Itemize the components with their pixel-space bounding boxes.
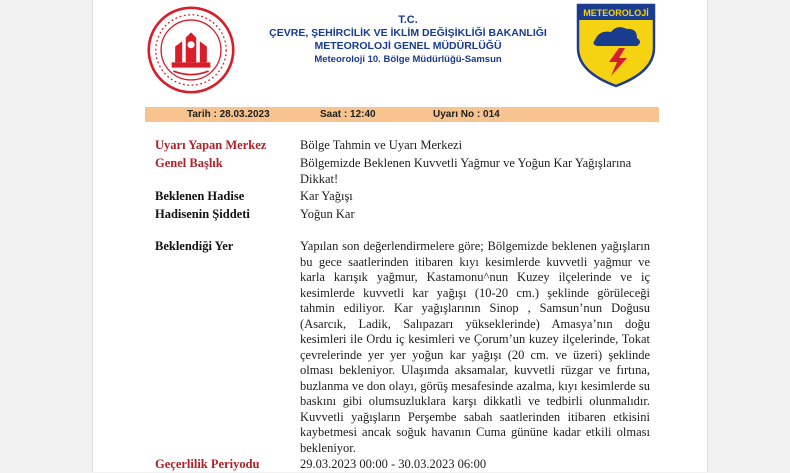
validity-value: 29.03.2023 00:00 - 30.03.2023 06:00 xyxy=(300,457,487,471)
location-description: Yapılan son değerlendirmelere göre; Bölgemizde beklenen yağışların bu gece saatlerinden itibaren kıyı kesimlerde kuvvetli yağmur ve karla karışık yağmur, Kastamonu^nun Kuzey ilçelerinde ve iç kesimlerde kuvvetli kar yağışı (10-20 cm.) şeklinde görüleceği tahmin ediliyor. Kar yağışlarının Sinop , Samsun’nun Doğusu (Asarcık, Ladik, Salıpazarı yükseklerinde) Amasya’nın doğu kesimleri ile Ordu iç kesimleri ve Çorum’un kuzey ilçelerinde, Tokat çevrelerinde yer yer yoğun kar yağışı (20 cm. ve üzeri) şeklinde olması bekleniyor. Ulaşımda aksamalar, kuvvetli rüzgar ve fırtına, buzlanma ve don olayı, görüş mesafesinde azalma, kıyı kesimlerde su baskını gibi olumsuzluklara karşı dikkatli ve tedbirli olunmalıdır. Kuvvetli yağışların Perşembe sabah saatlerinden itibaren etkisini kaybetmesi ancak soğuk havanın Cuma gününe kadar etkili olması bekleniyor. xyxy=(300,239,650,455)
warning-document xyxy=(92,0,708,472)
warning-number: Uyarı No : 014 xyxy=(433,109,500,120)
header-line-region: Meteoroloji 10. Bölge Müdürlüğü-Samsun xyxy=(314,54,502,65)
location-label: Beklendiği Yer xyxy=(155,239,234,253)
header-line-ministry: ÇEVRE, ŞEHİRCİLİK VE İKLİM DEĞİŞİKLİĞİ BAKANLIĞI xyxy=(269,27,547,39)
expected-event-value: Kar Yağışı xyxy=(300,189,353,203)
ministry-seal-icon xyxy=(147,6,235,94)
center-label: Uyarı Yapan Merkez xyxy=(155,138,267,152)
header-line-tc: T.C. xyxy=(398,14,418,26)
issue-time: Saat : 12:40 xyxy=(320,109,376,120)
center-value: Bölge Tahmin ve Uyarı Merkezi xyxy=(300,138,463,152)
general-title-label: Genel Başlık xyxy=(155,156,223,170)
expected-event-label: Beklenen Hadise xyxy=(155,189,245,203)
validity-label: Geçerlilik Periyodu xyxy=(155,457,260,471)
document-header xyxy=(93,0,707,100)
header-line-directorate: METEOROLOJİ GENEL MÜDÜRLÜĞÜ xyxy=(314,40,502,52)
header-titles xyxy=(243,14,573,66)
severity-label: Hadisenin Şiddeti xyxy=(155,207,250,221)
meteoroloji-logo-icon xyxy=(575,2,657,88)
severity-value: Yoğun Kar xyxy=(300,207,355,221)
issue-date: Tarih : 28.03.2023 xyxy=(187,109,270,120)
logo-text: METEOROLOJİ xyxy=(583,8,649,18)
info-bar xyxy=(145,107,659,122)
general-title-value: Bölgemizde Beklenen Kuvvetli Yağmur ve Yoğun Kar Yağışlarına Dikkat! xyxy=(300,156,632,186)
